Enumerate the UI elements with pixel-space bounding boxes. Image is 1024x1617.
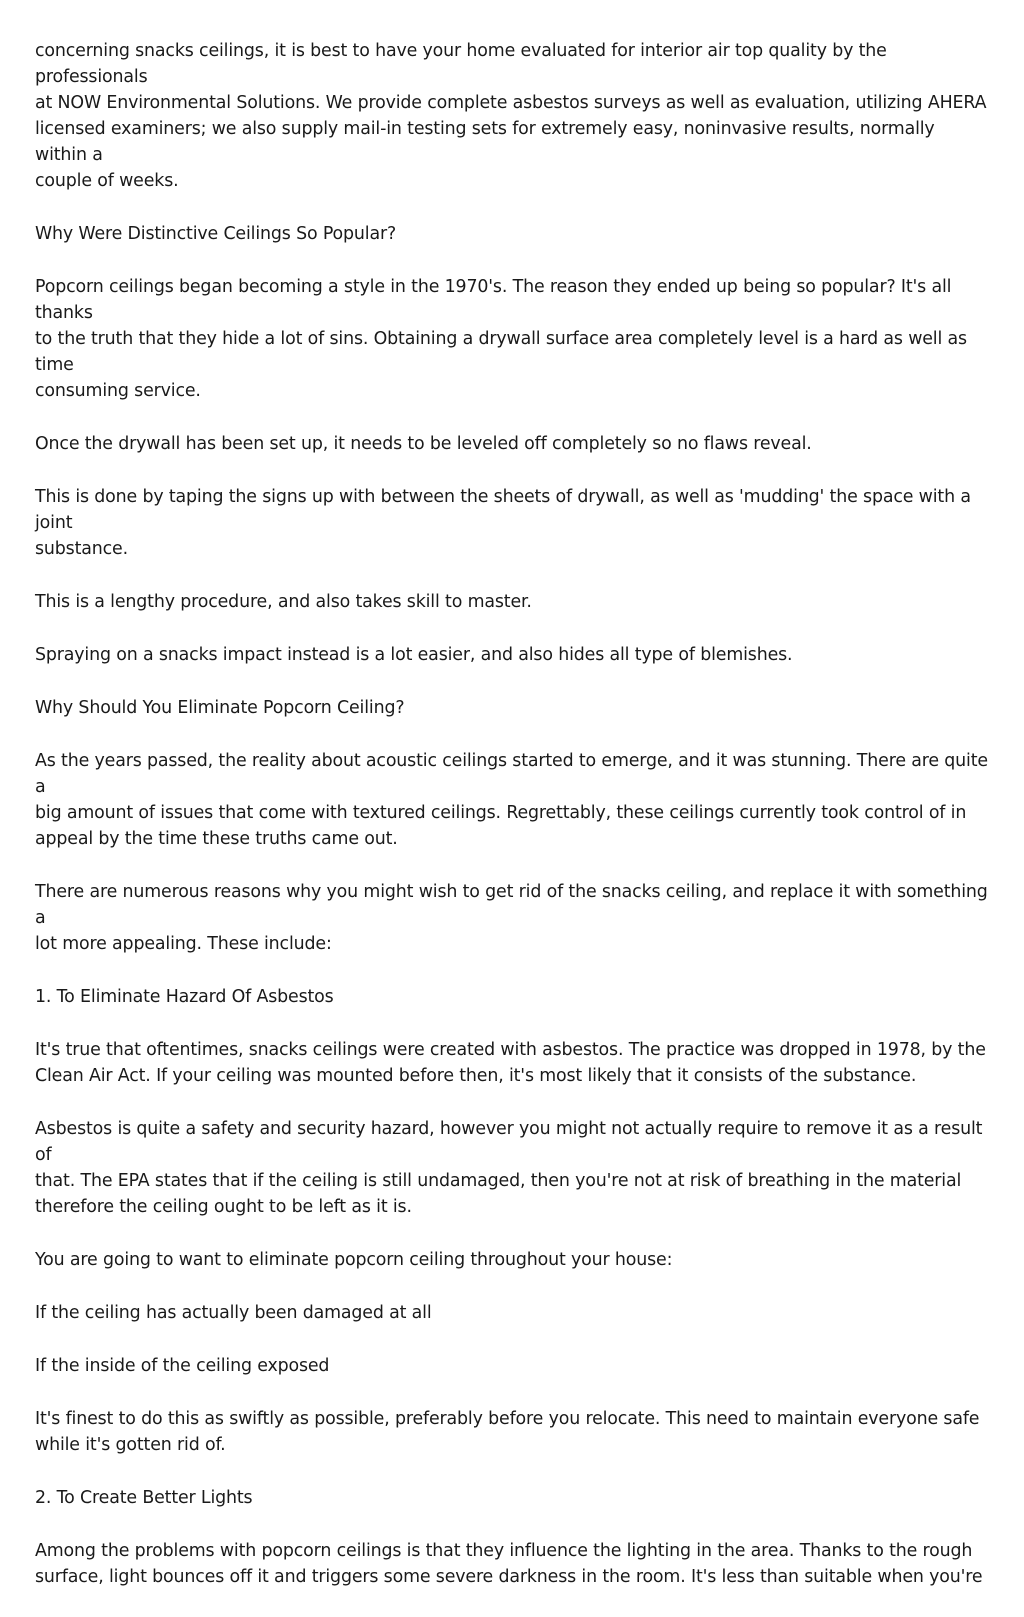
paragraph: This is done by taping the signs up with between the sheets of drywall, as well as 'mudding' the space with a joint substance. bbox=[35, 487, 971, 559]
paragraph: Once the drywall has been set up, it needs to be leveled off completely so no flaws reveal. bbox=[35, 434, 812, 454]
section-heading: 2. To Create Better Lights bbox=[35, 1488, 253, 1508]
paragraph: It's true that oftentimes, snacks ceilings were created with asbestos. The practice was dropped in 1978, by the Clean Air Act. If your ceiling was mounted before then, it's most likely that it consists of the substance. bbox=[35, 1040, 986, 1086]
paragraph: You are going to want to eliminate popcorn ceiling throughout your house: bbox=[35, 1250, 673, 1270]
paragraph: Asbestos is quite a safety and security hazard, however you might not actually require to remove it as a result of that. The EPA states that if the ceiling is still undamaged, then you're not at risk of breathing in the material therefore the ceiling ought to be left as it is. bbox=[35, 1119, 983, 1217]
paragraph: This is a lengthy procedure, and also takes skill to master. bbox=[35, 592, 532, 612]
document-page bbox=[35, 38, 991, 1617]
list-item: If the ceiling has actually been damaged at all bbox=[35, 1303, 432, 1323]
section-heading: Why Were Distinctive Ceilings So Popular? bbox=[35, 224, 397, 244]
paragraph: Among the problems with popcorn ceilings is that they influence the lighting in the area. Thanks to the rough surface, light bounces off it and triggers some severe darkness in the room. It's less than suitable when you're bbox=[35, 1541, 983, 1587]
list-item: If the inside of the ceiling exposed bbox=[35, 1356, 330, 1376]
paragraph: It's finest to do this as swiftly as possible, preferably before you relocate. This need to maintain everyone safe while it's gotten rid of. bbox=[35, 1409, 980, 1455]
paragraph: concerning snacks ceilings, it is best to have your home evaluated for interior air top quality by the professionals at NOW Environmental Solutions. We provide complete asbestos surveys as well as evaluation, utilizing AHERA licensed examiners; we also supply mail-in testing sets for extremely easy, noninvasive results, normally within a couple of weeks. bbox=[35, 41, 987, 191]
paragraph: There are numerous reasons why you might wish to get rid of the snacks ceiling, and replace it with something a lot more appealing. These include: bbox=[35, 882, 988, 954]
paragraph: Spraying on a snacks impact instead is a lot easier, and also hides all type of blemishes. bbox=[35, 645, 793, 665]
section-heading: Why Should You Eliminate Popcorn Ceiling? bbox=[35, 698, 405, 718]
paragraph: Popcorn ceilings began becoming a style in the 1970's. The reason they ended up being so popular? It's all thanks to the truth that they hide a lot of sins. Obtaining a drywall surface area completely level is a hard as well as time consuming service. bbox=[35, 277, 967, 401]
paragraph: As the years passed, the reality about acoustic ceilings started to emerge, and it was stunning. There are quite a big amount of issues that come with textured ceilings. Regrettably, these ceilings currently took control of in appeal by the time these truths came out. bbox=[35, 751, 988, 849]
section-heading: 1. To Eliminate Hazard Of Asbestos bbox=[35, 987, 334, 1007]
